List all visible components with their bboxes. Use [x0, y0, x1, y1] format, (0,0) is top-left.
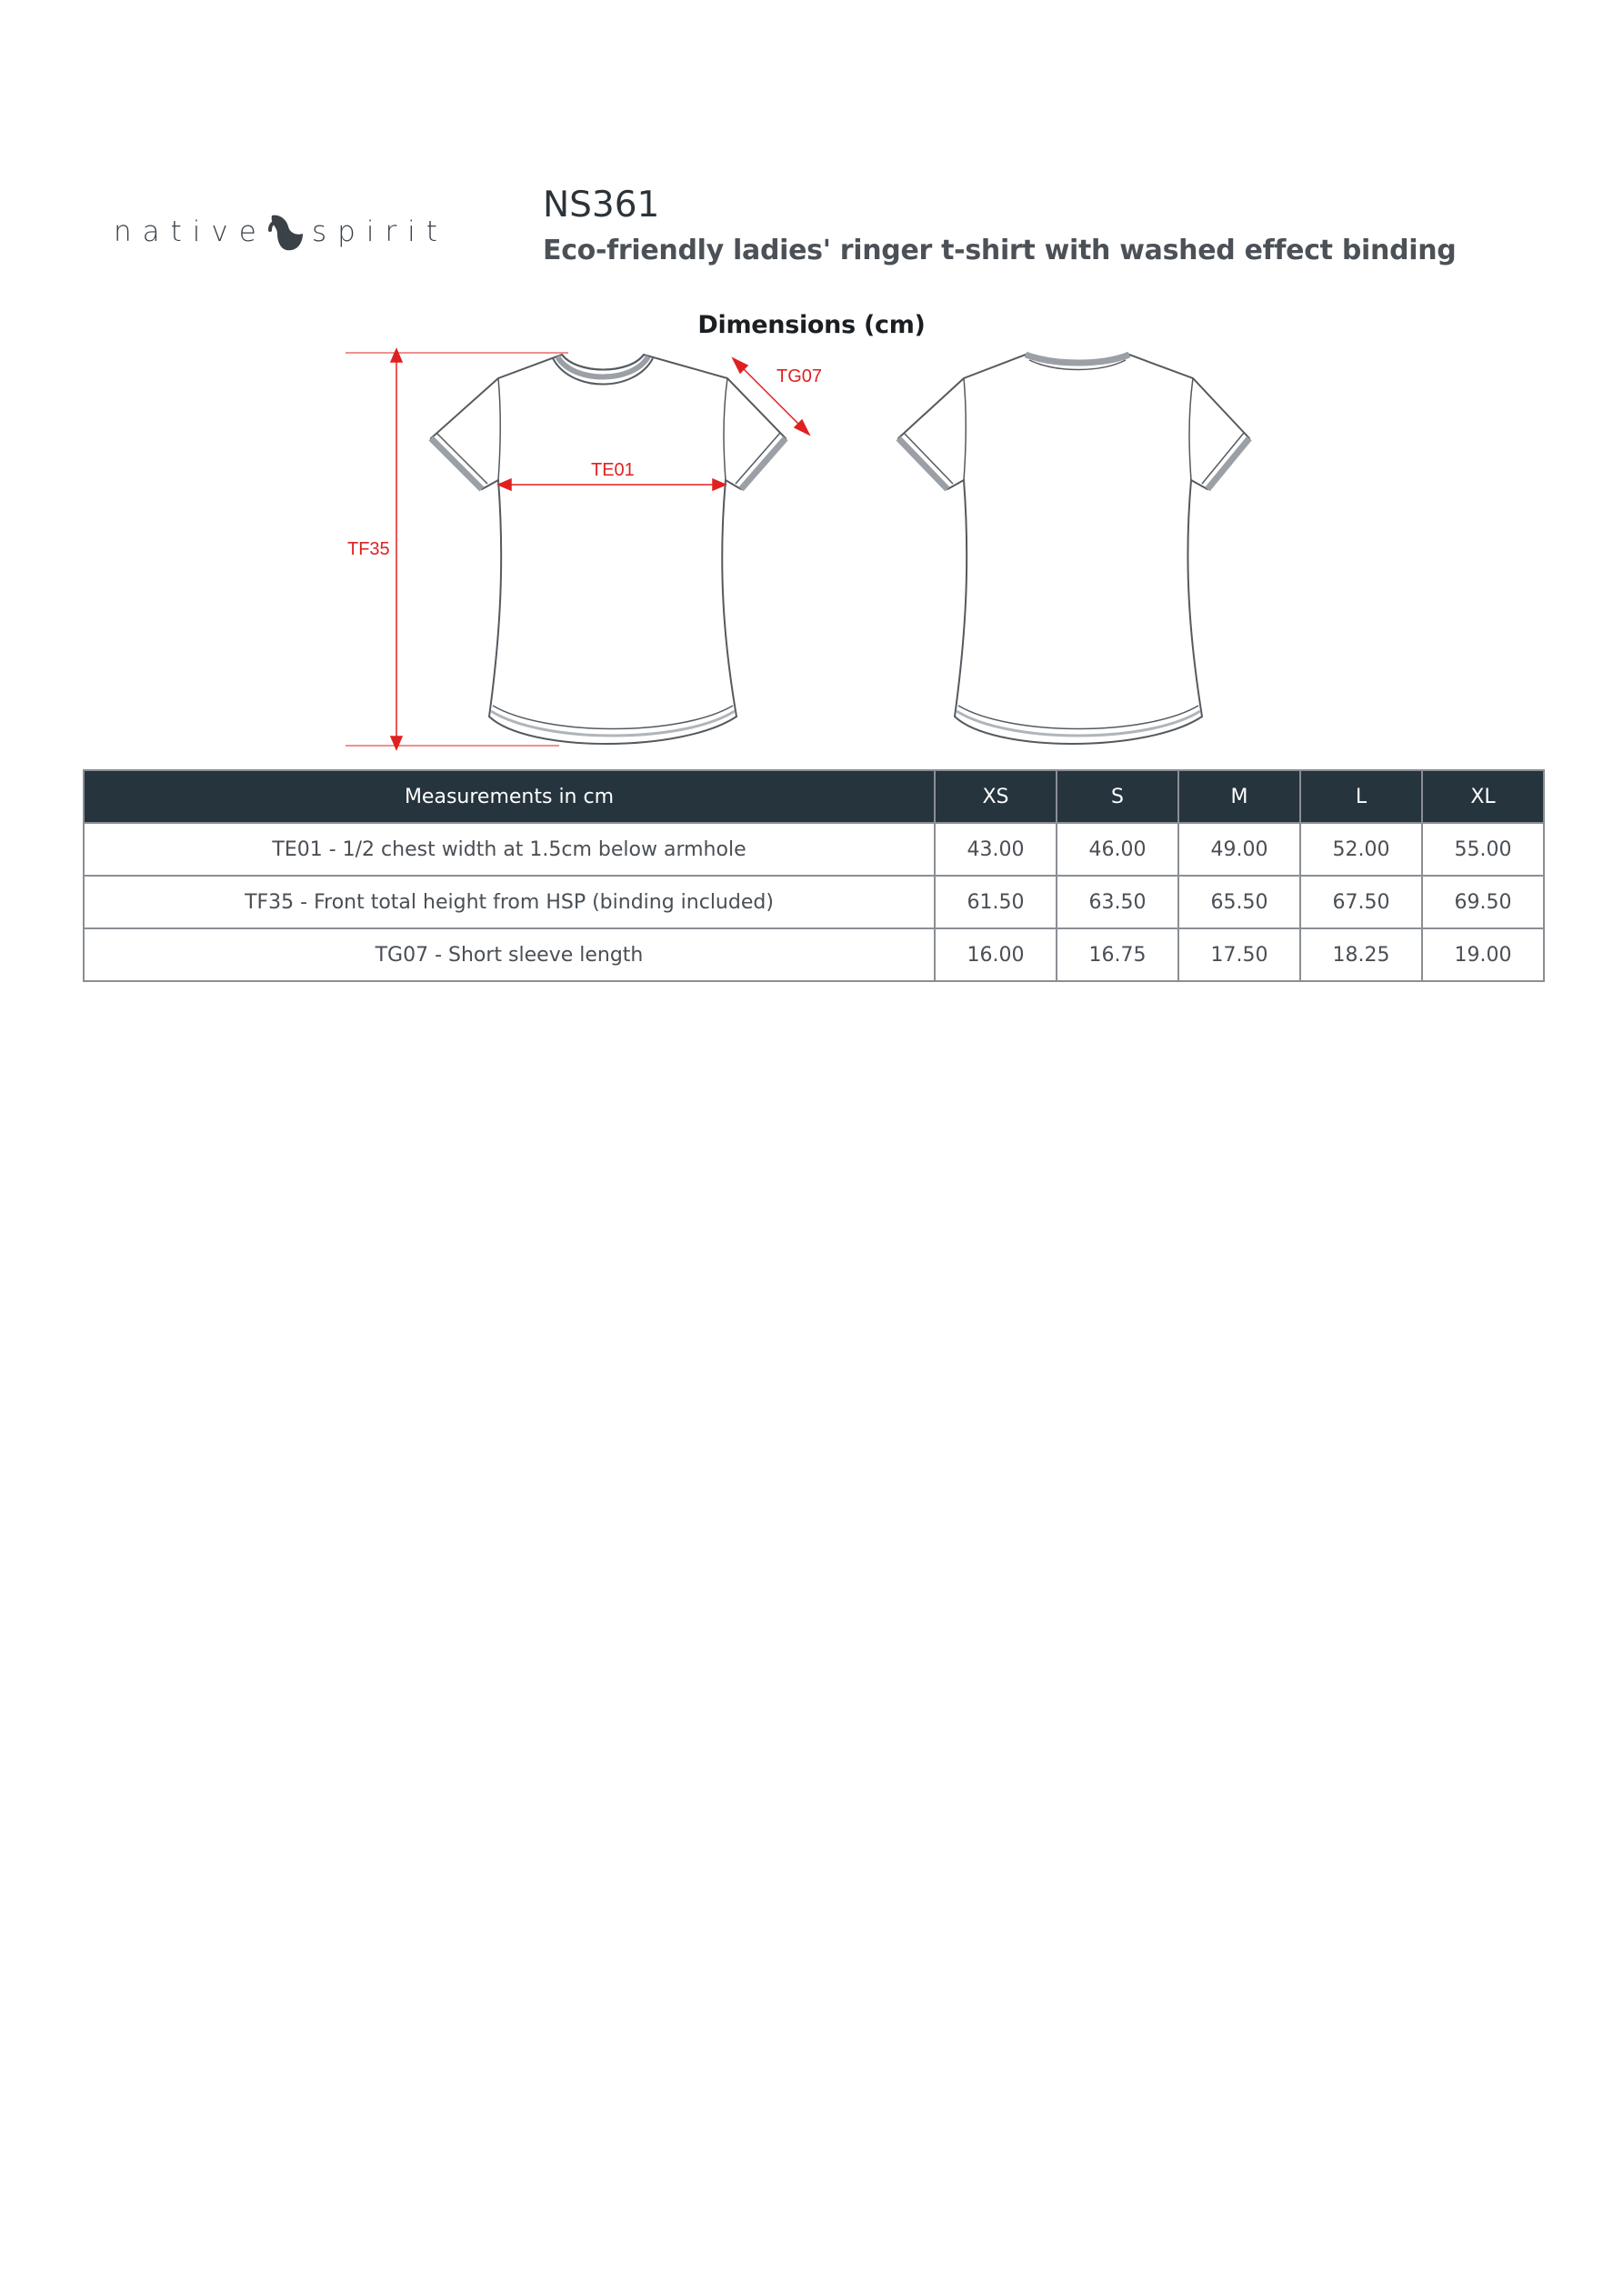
brand-swirl-icon	[266, 210, 306, 256]
header-size-m: M	[1178, 770, 1300, 823]
cell-value: 18.25	[1300, 928, 1422, 981]
garment-diagram	[336, 346, 1282, 755]
cell-value: 16.00	[935, 928, 1057, 981]
table-row	[84, 823, 1544, 876]
table-row	[84, 928, 1544, 981]
cell-value: 46.00	[1057, 823, 1178, 876]
cell-value: 65.50	[1178, 876, 1300, 928]
label-tf35: TF35	[347, 539, 390, 559]
brand-word-left: native	[114, 216, 267, 248]
header-size-xs: XS	[935, 770, 1057, 823]
brand-word-right: spirit	[312, 216, 448, 248]
cell-value: 55.00	[1422, 823, 1544, 876]
dimensions-title: Dimensions (cm)	[697, 311, 926, 339]
row-label: TF35 - Front total height from HSP (binding included)	[84, 876, 935, 928]
row-label: TE01 - 1/2 chest width at 1.5cm below armhole	[84, 823, 935, 876]
cell-value: 49.00	[1178, 823, 1300, 876]
brand-logo	[114, 205, 468, 268]
cell-value: 63.50	[1057, 876, 1178, 928]
product-code: NS361	[543, 185, 660, 226]
table-row	[84, 876, 1544, 928]
cell-value: 16.75	[1057, 928, 1178, 981]
cell-value: 19.00	[1422, 928, 1544, 981]
header-measurements: Measurements in cm	[84, 770, 935, 823]
size-table	[83, 769, 1545, 982]
label-tg07: TG07	[776, 366, 823, 386]
cell-value: 67.50	[1300, 876, 1422, 928]
header-size-xl: XL	[1422, 770, 1544, 823]
table-header-row	[84, 770, 1544, 823]
header-size-l: L	[1300, 770, 1422, 823]
cell-value: 17.50	[1178, 928, 1300, 981]
front-tshirt-drawing	[431, 355, 786, 744]
label-te01: TE01	[591, 460, 635, 480]
product-description: Eco-friendly ladies' ringer t-shirt with washed effect binding	[543, 235, 1457, 266]
cell-value: 61.50	[935, 876, 1057, 928]
cell-value: 52.00	[1300, 823, 1422, 876]
cell-value: 69.50	[1422, 876, 1544, 928]
cell-value: 43.00	[935, 823, 1057, 876]
row-label: TG07 - Short sleeve length	[84, 928, 935, 981]
header-size-s: S	[1057, 770, 1178, 823]
back-tshirt-drawing	[898, 355, 1249, 744]
